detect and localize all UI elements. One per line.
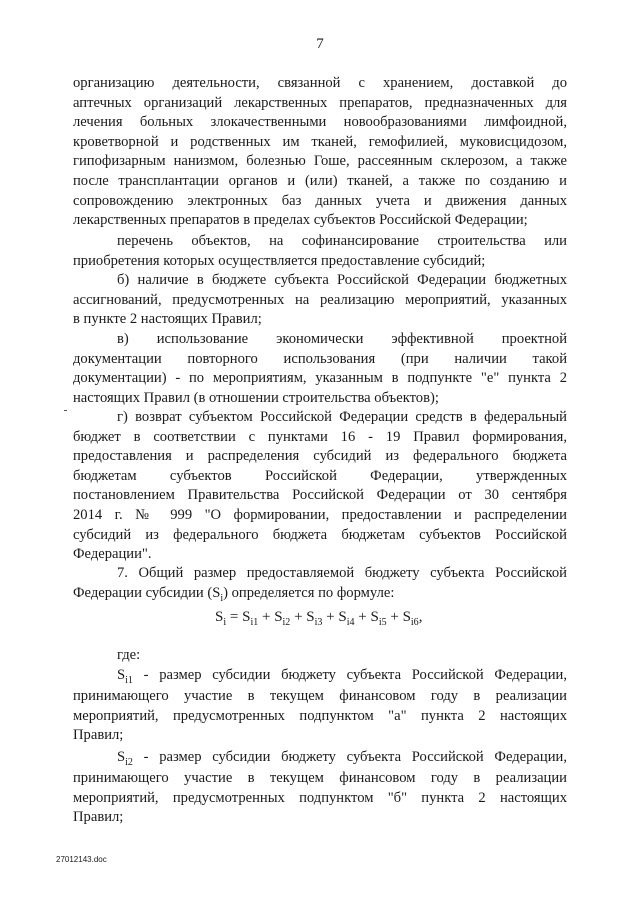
formula-term: S bbox=[274, 609, 283, 625]
text-line: Правил; bbox=[73, 809, 124, 826]
variable: S bbox=[117, 667, 126, 683]
paragraph-3 bbox=[73, 271, 567, 330]
text-line: Федерации". bbox=[73, 546, 152, 563]
text-line: предоставления и распределения субсидий из федерального бюджета bbox=[73, 448, 567, 465]
text-line: кроветворной и родственных им тканей, гемофилией, муковисцидозом, bbox=[73, 133, 567, 150]
definition-1 bbox=[73, 663, 567, 746]
subscript: i bbox=[220, 592, 224, 604]
formula-equals: = bbox=[226, 609, 243, 625]
text-line: аптечных организаций лекарственных препаратов, предназначенных для bbox=[73, 94, 567, 111]
paragraph-4 bbox=[73, 330, 567, 408]
formula-term-sub: i2 bbox=[282, 617, 291, 628]
text-line: г) возврат субъектом Российской Федерации средств в федеральный bbox=[117, 409, 567, 425]
text-fragment: ) определяется по формуле: bbox=[223, 584, 395, 601]
text-line: постановлением Правительства Российской Федерации от 30 сентября bbox=[73, 487, 567, 504]
paragraph-1 bbox=[73, 74, 567, 231]
text-fragment: - размер субсидии бюджету субъекта Российской Федерации, bbox=[132, 749, 567, 765]
text-line: в) использование экономически эффективной проектной bbox=[117, 331, 567, 347]
text-line: организацию деятельности, связанной с хранением, доставкой до bbox=[73, 75, 567, 91]
text-line: Правил; bbox=[73, 727, 124, 744]
formula-term: S bbox=[402, 609, 411, 625]
formula-lhs-sub: i bbox=[223, 617, 227, 628]
text-line: 2014 г. № 999 "О формировании, предоставлении и распределении bbox=[73, 506, 567, 523]
formula-term: S bbox=[242, 609, 251, 625]
text-line: после трансплантации органов и (или) тканей, а также по созданию и bbox=[73, 172, 567, 189]
text-line: принимающего участие в текущем финансовом году в реализации bbox=[73, 688, 567, 704]
text-line: перечень объектов, на софинансирование строительства или bbox=[117, 233, 567, 249]
text-fragment: - размер субсидии бюджету субъекта Российской Федерации, bbox=[132, 667, 567, 683]
formula-term-sub: i5 bbox=[378, 617, 387, 628]
formula-plus: + bbox=[258, 609, 275, 625]
text-line bbox=[73, 584, 567, 604]
formula-end: , bbox=[418, 609, 423, 625]
paragraph-5 bbox=[73, 408, 567, 565]
text-line: лечения больных злокачественными новообразованиями лимфоидной, bbox=[73, 114, 567, 131]
text-line: ассигнований, предусмотренных на реализацию мероприятий, указанных bbox=[73, 291, 567, 308]
where-label: где: bbox=[117, 647, 141, 663]
text-line: бюджетам субъектов Российской Федерации, утвержденных bbox=[73, 467, 567, 484]
margin-mark bbox=[64, 410, 67, 411]
text-line: 7. Общий размер предоставляемой бюджету субъекта Российской bbox=[117, 565, 567, 581]
text-line: гипофизарным нанизмом, болезнью Гоше, рассеянным склерозом, а также bbox=[73, 153, 567, 170]
formula-term-sub: i6 bbox=[410, 617, 419, 628]
formula-lhs: S bbox=[215, 609, 224, 625]
formula-term-sub: i4 bbox=[346, 617, 355, 628]
text-line: документации повторного использования (при наличии такой bbox=[73, 350, 567, 367]
text-line bbox=[73, 663, 567, 687]
variable: S bbox=[117, 749, 126, 765]
variable-sub: i1 bbox=[125, 674, 133, 686]
text-line: настоящих Правил (в отношении строительства объектов); bbox=[73, 389, 439, 406]
variable-sub: i2 bbox=[125, 756, 133, 768]
formula-term-sub: i1 bbox=[250, 617, 259, 628]
text-line: документации) - по мероприятиям, указанным в подпункте "е" пункта 2 bbox=[73, 370, 567, 387]
page-number: 7 bbox=[316, 36, 324, 52]
text-line: принимающего участие в текущем финансовом году в реализации bbox=[73, 770, 567, 786]
paragraph-6 bbox=[73, 564, 567, 603]
paragraph-2 bbox=[73, 232, 567, 271]
formula-plus: + bbox=[386, 609, 403, 625]
definition-2 bbox=[73, 745, 567, 828]
formula-term: S bbox=[306, 609, 315, 625]
formula-term: S bbox=[338, 609, 347, 625]
text-fragment: Федерации субсидии (S bbox=[73, 584, 221, 601]
formula-term: S bbox=[370, 609, 379, 625]
text-line: сопровождению электронных баз данных учета и движения данных bbox=[73, 192, 567, 209]
text-line: мероприятий, предусмотренных подпунктом "б" пункта 2 настоящих bbox=[73, 789, 567, 806]
formula-plus: + bbox=[290, 609, 307, 625]
formula-term-sub: i3 bbox=[314, 617, 323, 628]
text-line: в пункте 2 настоящих Правил; bbox=[73, 311, 262, 328]
text-line bbox=[73, 745, 567, 769]
formula-plus: + bbox=[322, 609, 339, 625]
text-line: б) наличие в бюджете субъекта Российской Федерации бюджетных bbox=[117, 272, 567, 288]
formula bbox=[215, 609, 422, 628]
text-line: лекарственных препаратов в пределах субъектов Российской Федерации; bbox=[73, 212, 528, 229]
footer-filename: 27012143.doc bbox=[56, 855, 107, 864]
text-line: бюджет в соответствии с пунктами 16 - 19 Правил формирования, bbox=[73, 428, 567, 445]
formula-plus: + bbox=[354, 609, 371, 625]
text-line: мероприятий, предусмотренных подпунктом "а" пункта 2 настоящих bbox=[73, 707, 567, 724]
text-line: субсидий из федерального бюджета бюджетам субъектов Российской bbox=[73, 526, 567, 543]
text-line: приобретения которых осуществляется предоставление субсидий; bbox=[73, 252, 486, 269]
